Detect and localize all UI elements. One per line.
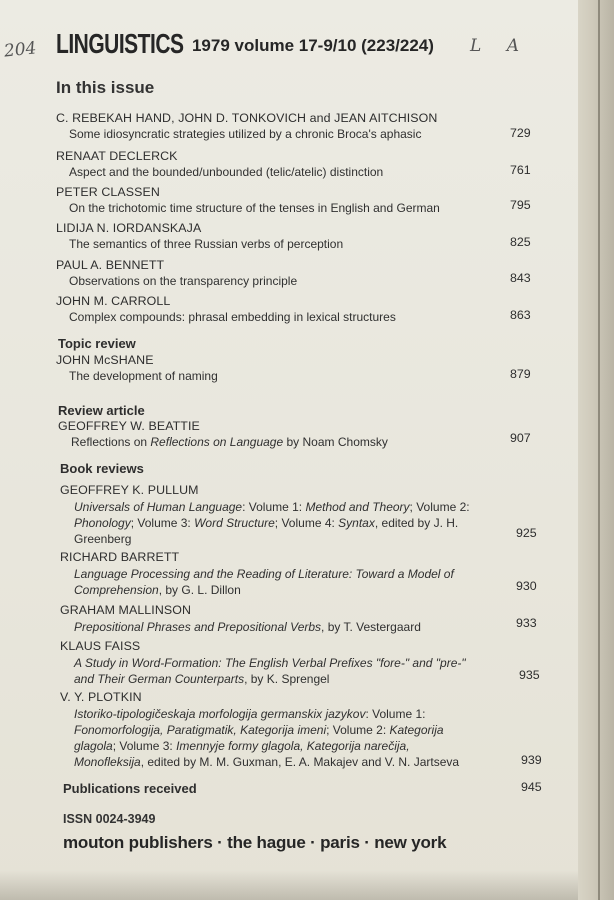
- page-number: 843: [510, 271, 531, 285]
- page-number: 935: [519, 668, 540, 682]
- reviewed-book: [74, 566, 514, 598]
- spine-edge: [598, 0, 600, 900]
- article-authors: JOHN M. CARROLL: [56, 294, 171, 308]
- article-title: [71, 435, 548, 449]
- page-number: 930: [516, 579, 537, 593]
- in-this-issue-heading: In this issue: [56, 78, 155, 97]
- title-part: ; Volume 3:: [112, 739, 177, 753]
- page-number: 945: [521, 780, 542, 794]
- title-italic: glagola: [74, 739, 113, 753]
- book-review-entry: [60, 639, 520, 687]
- title-italic: Universals of Human Language: [74, 500, 243, 514]
- title-part: , by T. Vestergaard: [321, 620, 421, 634]
- book-review-entry: [60, 690, 520, 770]
- page-number: 925: [516, 526, 537, 540]
- article-entry: [56, 258, 546, 288]
- publications-received: Publications received: [63, 781, 197, 796]
- bottom-shadow: [0, 870, 578, 900]
- page-number: 825: [510, 235, 531, 249]
- reviewed-book: [74, 499, 514, 547]
- title-italic: Phonology: [74, 516, 131, 530]
- book-review-entry: [60, 483, 520, 547]
- title-italic: Monofleksija: [74, 755, 141, 769]
- article-entry: [56, 149, 546, 179]
- page-number: 863: [510, 308, 531, 322]
- reviewer-name: GEOFFREY K. PULLUM: [60, 483, 199, 497]
- title-part: ; Volume 4:: [274, 516, 339, 530]
- article-title: The development of naming: [69, 369, 218, 383]
- title-italic: Kategorija: [389, 723, 444, 737]
- reviewed-book: [74, 655, 514, 687]
- handwritten-note-left: 204: [3, 38, 38, 62]
- article-entry: [56, 185, 546, 215]
- review-article-entry: [58, 419, 548, 449]
- page-number: 933: [516, 616, 537, 630]
- title-italic: Fonomorfologija, Paratigmatik, Kategorija imeni: [74, 723, 327, 737]
- book-review-entry: [60, 603, 520, 635]
- publisher-line: mouton publishers · the hague · paris · new york: [63, 833, 447, 852]
- title-part: : Volume 1:: [242, 500, 306, 514]
- reviewed-book: [74, 706, 514, 770]
- title-italic: and Their German Counterparts: [74, 672, 245, 686]
- title-part: Reflections on: [71, 435, 151, 449]
- handwritten-note-right: L A: [470, 36, 529, 56]
- page-number: 761: [510, 163, 531, 177]
- title-part: , edited by M. M. Guxman, E. A. Makajev and V. N. Jartseva: [140, 755, 460, 769]
- page-number: 729: [510, 126, 531, 140]
- page-number: 939: [521, 753, 542, 767]
- article-title: Some idiosyncratic strategies utilized by a chronic Broca's aphasic: [69, 127, 422, 141]
- page-number: 879: [510, 367, 531, 381]
- reviewed-book: [74, 619, 514, 635]
- article-title: Aspect and the bounded/unbounded (telic/atelic) distinction: [69, 165, 384, 179]
- book-spine: [578, 0, 614, 900]
- title-part: by Noam Chomsky: [283, 435, 388, 449]
- article-authors: GEOFFREY W. BEATTIE: [58, 419, 200, 433]
- title-italic: Language Processing and the Reading of Literature: Toward a Model of: [74, 567, 454, 581]
- title-italic: Method and Theory: [305, 500, 410, 514]
- page-number: 907: [510, 431, 531, 445]
- article-authors: JOHN McSHANE: [56, 353, 154, 367]
- topic-review-entry: [56, 353, 546, 383]
- article-authors: RENAAT DECLERCK: [56, 149, 178, 163]
- title-italic: Syntax: [338, 516, 375, 530]
- article-authors: LIDIJA N. IORDANSKAJA: [56, 221, 202, 235]
- page-number: 795: [510, 198, 531, 212]
- article-title: Complex compounds: phrasal embedding in lexical structures: [69, 310, 396, 324]
- article-title: Observations on the transparency principle: [69, 274, 298, 288]
- title-part: ; Volume 3:: [130, 516, 195, 530]
- title-part: : Volume 1:: [365, 707, 426, 721]
- article-authors: C. REBEKAH HAND, JOHN D. TONKOVICH and JEAN AITCHISON: [56, 111, 438, 125]
- journal-name: LINGUISTICS: [56, 29, 184, 60]
- article-entry: [56, 294, 546, 324]
- title-italic: Reflections on Language: [150, 435, 284, 449]
- reviewer-name: V. Y. PLOTKIN: [60, 690, 142, 704]
- title-part: Greenberg: [74, 532, 132, 546]
- article-authors: PAUL A. BENNETT: [56, 258, 165, 272]
- title-part: , by K. Sprengel: [244, 672, 330, 686]
- article-entry: [56, 221, 546, 251]
- title-italic: Word Structure: [194, 516, 275, 530]
- article-title: On the trichotomic time structure of the tenses in English and German: [69, 201, 440, 215]
- title-italic: Comprehension: [74, 583, 159, 597]
- title-part: ; Volume 2:: [409, 500, 470, 514]
- article-authors: PETER CLASSEN: [56, 185, 160, 199]
- title-part: , edited by J. H.: [374, 516, 459, 530]
- reviewer-name: RICHARD BARRETT: [60, 550, 180, 564]
- issn: ISSN 0024-3949: [63, 812, 156, 826]
- title-part: ; Volume 2:: [326, 723, 390, 737]
- book-reviews-heading: Book reviews: [60, 461, 144, 476]
- title-part: , by G. L. Dillon: [158, 583, 241, 597]
- title-italic: A Study in Word-Formation: The English Verbal Prefixes "fore-" and "pre-": [74, 656, 466, 670]
- article-entry: [56, 111, 546, 141]
- review-article-heading: Review article: [58, 403, 145, 418]
- reviewer-name: KLAUS FAISS: [60, 639, 141, 653]
- reviewer-name: GRAHAM MALLINSON: [60, 603, 192, 617]
- journal-header: [56, 29, 434, 60]
- title-italic: Imennyje formy glagola, Kategorija narečija,: [176, 739, 410, 753]
- volume-info: 1979 volume 17-9/10 (223/224): [191, 36, 434, 55]
- book-review-entry: [60, 550, 520, 598]
- title-italic: Istoriko-tipologičeskaja morfologija germanskix jazykov: [74, 707, 366, 721]
- title-italic: Prepositional Phrases and Prepositional Verbs: [74, 620, 322, 634]
- topic-review-heading: Topic review: [58, 336, 136, 351]
- article-title: The semantics of three Russian verbs of perception: [69, 237, 344, 251]
